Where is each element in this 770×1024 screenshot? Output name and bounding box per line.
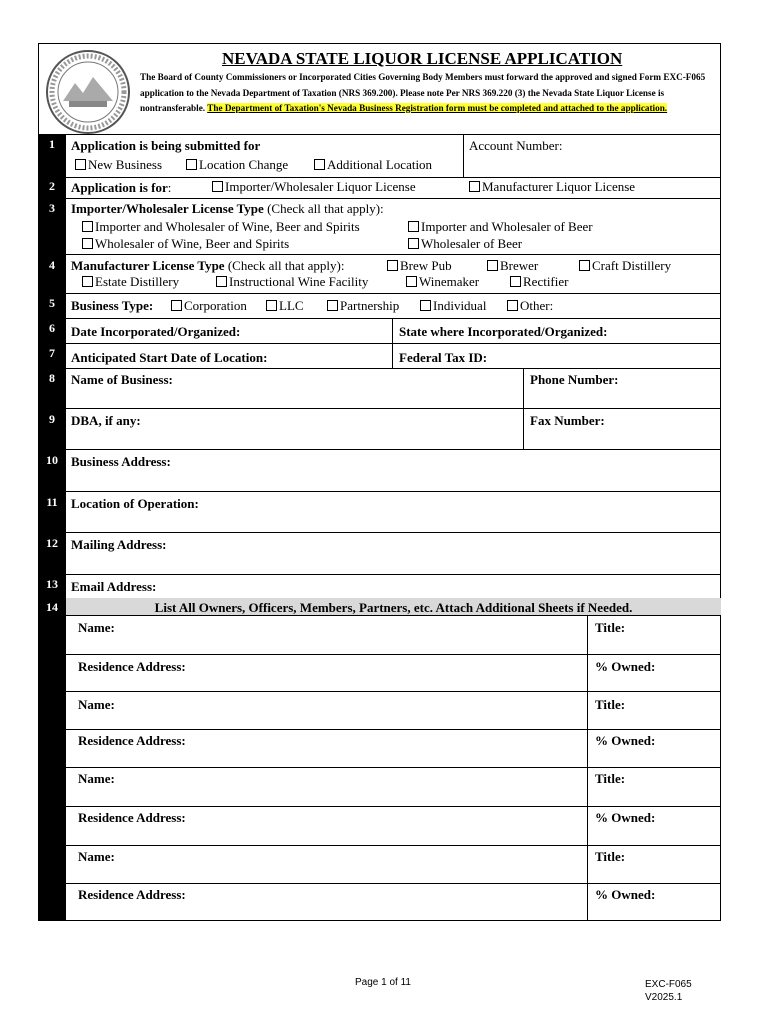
owner-name-field[interactable]: Name: (78, 771, 115, 786)
row-number: 4 (49, 258, 55, 272)
dba-field[interactable]: DBA, if any: (71, 413, 141, 428)
importer-wholesaler-beer-option[interactable]: Importer and Wholesaler of Beer (408, 219, 593, 235)
checkbox[interactable] (216, 276, 227, 287)
location-of-operation-field[interactable]: Location of Operation: (71, 496, 199, 511)
individual-option[interactable]: Individual (420, 298, 486, 314)
checkbox[interactable] (469, 181, 480, 192)
nevada-state-seal (45, 49, 131, 135)
location-change-option[interactable]: Location Change (186, 157, 288, 173)
row-number: 2 (49, 179, 55, 193)
checkbox[interactable] (82, 221, 93, 232)
checkbox[interactable] (387, 260, 398, 271)
checkbox[interactable] (82, 238, 93, 249)
brewer-option[interactable]: Brewer (487, 258, 538, 274)
registration-note: The Department of Taxation's Nevada Business Registration form must be completed and attached to the application. (207, 103, 668, 113)
row-number: 7 (49, 346, 55, 360)
checkbox[interactable] (75, 159, 86, 170)
mailing-address-field[interactable]: Mailing Address: (71, 537, 167, 552)
federal-tax-id-field[interactable]: Federal Tax ID: (399, 350, 488, 365)
owner-name-field[interactable]: Name: (78, 849, 115, 864)
page-number: Page 1 of 11 (355, 977, 411, 988)
manufacturer-type-label: Manufacturer License Type (Check all that apply): (71, 258, 345, 273)
owner-percent-field[interactable]: % Owned: (595, 810, 656, 825)
checkbox[interactable] (408, 221, 419, 232)
checkbox[interactable] (314, 159, 325, 170)
phone-number-field[interactable]: Phone Number: (530, 372, 619, 387)
checkbox[interactable] (82, 276, 93, 287)
row-number: 6 (49, 321, 55, 335)
business-name-field[interactable]: Name of Business: (71, 372, 173, 387)
owner-percent-field[interactable]: % Owned: (595, 733, 656, 748)
form-version: V2025.1 (645, 992, 683, 1003)
owner-residence-field[interactable]: Residence Address: (78, 659, 186, 674)
submitted-for-label: Application is being submitted for (71, 138, 261, 153)
rectifier-option[interactable]: Rectifier (510, 274, 568, 290)
owner-title-field[interactable]: Title: (595, 771, 626, 786)
checkbox[interactable] (327, 300, 338, 311)
new-business-option[interactable]: New Business (75, 157, 162, 173)
brew-pub-option[interactable]: Brew Pub (387, 258, 452, 274)
checkbox[interactable] (212, 181, 223, 192)
wholesaler-wbs-option[interactable]: Wholesaler of Wine, Beer and Spirits (82, 236, 289, 252)
row-number: 8 (49, 371, 55, 385)
row-number: 11 (46, 495, 58, 509)
instructional-wine-option[interactable]: Instructional Wine Facility (216, 274, 368, 290)
owner-percent-field[interactable]: % Owned: (595, 887, 656, 902)
additional-location-option[interactable]: Additional Location (314, 157, 432, 173)
application-for-label: Application is for: (71, 180, 172, 195)
row-number: 14 (46, 600, 58, 614)
corporation-option[interactable]: Corporation (171, 298, 247, 314)
owner-residence-field[interactable]: Residence Address: (78, 887, 186, 902)
row-number: 10 (46, 453, 58, 467)
row-number: 3 (49, 201, 55, 215)
owner-residence-field[interactable]: Residence Address: (78, 733, 186, 748)
checkbox[interactable] (186, 159, 197, 170)
date-incorporated-field[interactable]: Date Incorporated/Organized: (71, 324, 241, 339)
checkbox[interactable] (408, 238, 419, 249)
owners-heading: List All Owners, Officers, Members, Partners, etc. Attach Additional Sheets if Needed. (154, 600, 633, 615)
row-number: 12 (46, 536, 58, 550)
owner-residence-field[interactable]: Residence Address: (78, 810, 186, 825)
start-date-field[interactable]: Anticipated Start Date of Location: (71, 350, 268, 365)
business-address-field[interactable]: Business Address: (71, 454, 171, 469)
form-frame (38, 43, 721, 921)
craft-distillery-option[interactable]: Craft Distillery (579, 258, 671, 274)
owner-title-field[interactable]: Title: (595, 620, 626, 635)
checkbox[interactable] (579, 260, 590, 271)
checkbox[interactable] (487, 260, 498, 271)
row-number: 9 (49, 412, 55, 426)
email-address-field[interactable]: Email Address: (71, 579, 157, 594)
importer-type-label: Importer/Wholesaler License Type (Check all that apply): (71, 201, 384, 216)
owner-title-field[interactable]: Title: (595, 697, 626, 712)
form-code: EXC-F065 (645, 979, 692, 990)
account-number-field[interactable]: Account Number: (469, 138, 563, 153)
winemaker-option[interactable]: Winemaker (406, 274, 479, 290)
row-number-column (38, 135, 66, 921)
business-type-label: Business Type: (71, 298, 154, 313)
partnership-option[interactable]: Partnership (327, 298, 399, 314)
intro-text: The Board of County Commissioners or Incorporated Cities Governing Body Members must forward the approved and signed Form EXC-F065 application to the Nevada Department of Taxation (NRS 369.200). Please note Per NRS 369.220 (3) the Nevada State Liquor License is nontransferable. The Department of Taxation's Nevada Business Registration form must be completed and attached to the application. (140, 72, 706, 113)
importer-wholesaler-option[interactable]: Importer/Wholesaler Liquor License (212, 179, 416, 195)
estate-distillery-option[interactable]: Estate Distillery (82, 274, 179, 290)
llc-option[interactable]: LLC (266, 298, 304, 314)
checkbox[interactable] (510, 276, 521, 287)
page-title: NEVADA STATE LIQUOR LICENSE APPLICATION (222, 49, 623, 68)
fax-number-field[interactable]: Fax Number: (530, 413, 605, 428)
checkbox[interactable] (420, 300, 431, 311)
checkbox[interactable] (406, 276, 417, 287)
row-number: 1 (49, 137, 55, 151)
other-option[interactable]: Other: (507, 298, 553, 314)
checkbox[interactable] (507, 300, 518, 311)
row-number: 13 (46, 577, 58, 591)
checkbox[interactable] (171, 300, 182, 311)
state-incorporated-field[interactable]: State where Incorporated/Organized: (399, 324, 608, 339)
manufacturer-option[interactable]: Manufacturer Liquor License (469, 179, 635, 195)
owner-percent-field[interactable]: % Owned: (595, 659, 656, 674)
wholesaler-beer-option[interactable]: Wholesaler of Beer (408, 236, 522, 252)
owner-name-field[interactable]: Name: (78, 620, 115, 635)
owner-title-field[interactable]: Title: (595, 849, 626, 864)
row-number: 5 (49, 296, 55, 310)
owner-name-field[interactable]: Name: (78, 697, 115, 712)
importer-wholesaler-wbs-option[interactable]: Importer and Wholesaler of Wine, Beer and Spirits (82, 219, 360, 235)
checkbox[interactable] (266, 300, 277, 311)
